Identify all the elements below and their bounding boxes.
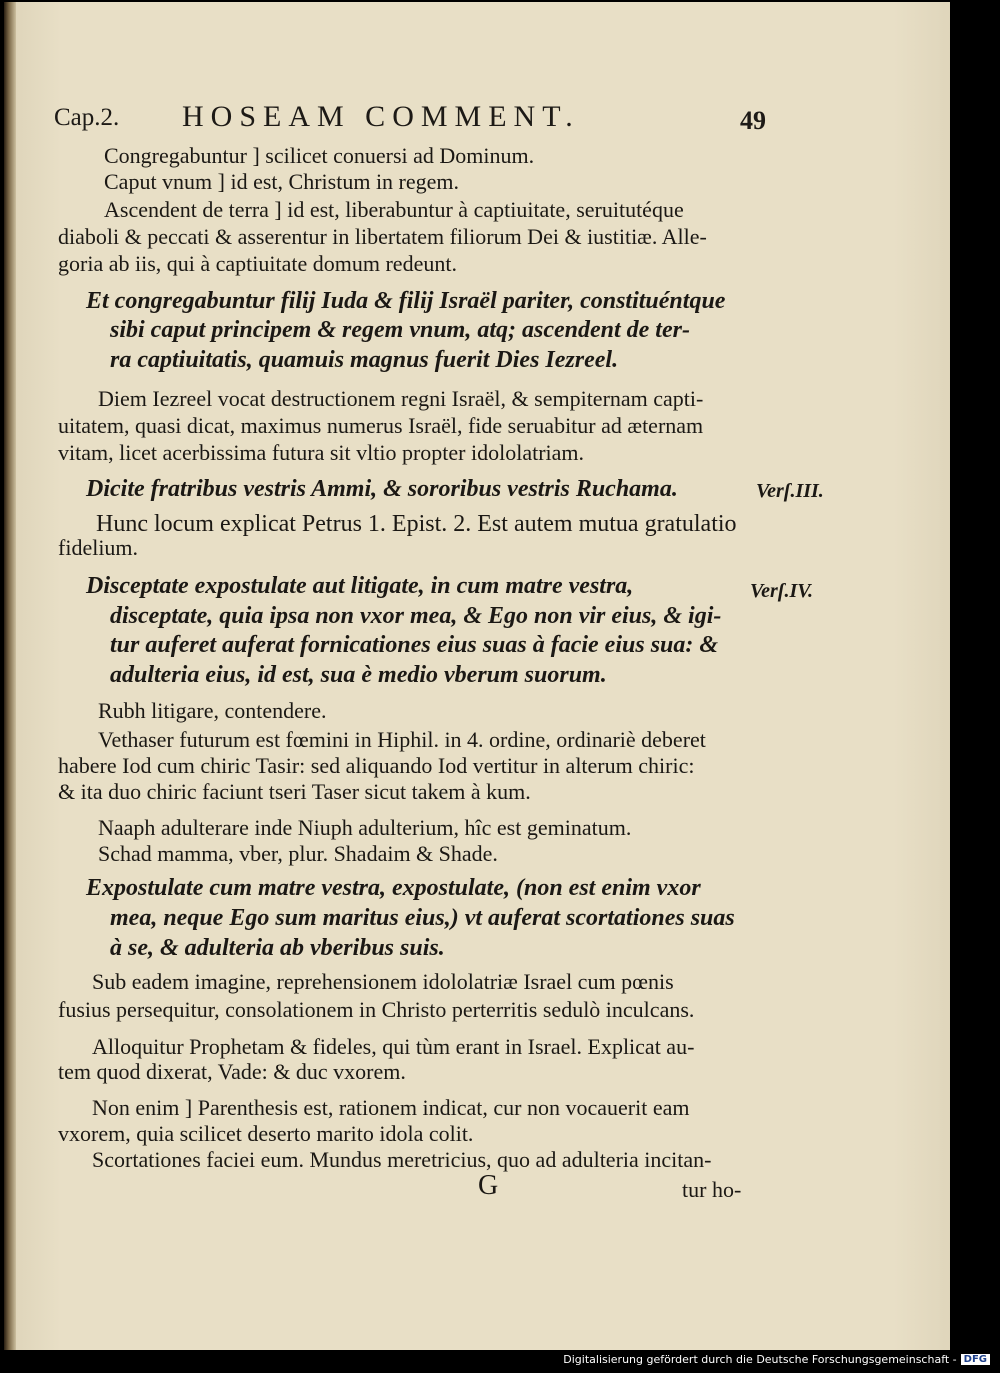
text-line: Non enim ] Parenthesis est, rationem indicat, cur non vocauerit eam	[92, 1095, 690, 1120]
text-line: tur auferet auferat fornicationes eius suas à facie eius sua: &	[110, 632, 719, 658]
text-line: Diem Iezreel vocat destructionem regni Israël, & sempiternam capti-	[98, 386, 704, 411]
text-line: Scortationes faciei eum. Mundus meretricius, quo ad adulteria incitan-	[92, 1147, 712, 1172]
text-line: goria ab iis, qui à captiuitate domum redeunt.	[58, 251, 457, 276]
text-line: uitatem, quasi dicat, maximus numerus Israël, fide seruabitur ad æternam	[58, 413, 704, 438]
text-line: Ascendent de terra ] id est, liberabuntur à captiuitate, seruitutéque	[104, 197, 684, 222]
text-line: Et congregabuntur filij Iuda & filij Israël pariter, constituéntque	[86, 288, 726, 314]
running-title: HOSEAM COMMENT.	[182, 100, 580, 133]
catchword: tur ho-	[682, 1177, 742, 1202]
text-line: fidelium.	[58, 535, 139, 560]
chapter-label: Cap.2.	[54, 104, 120, 131]
text-line: disceptate, quia ipsa non vxor mea, & Ego non vir eius, & igi-	[110, 603, 722, 629]
text-line: fusius persequitur, consolationem in Christo perterritis sedulò inculcans.	[58, 997, 695, 1022]
text-line: Hunc locum explicat Petrus 1. Epist. 2. Est autem mutua gratulatio	[96, 511, 737, 537]
text-line: Dicite fratribus vestris Ammi, & sororibus vestris Ruchama.	[86, 476, 678, 502]
text-line: Vethaser futurum est fœmini in Hiphil. in 4. ordine, ordinariè deberet	[98, 727, 706, 752]
text-line: Caput vnum ] id est, Christum in regem.	[104, 169, 460, 194]
page-binding-edge	[4, 2, 16, 1350]
verse-marker: Verſ.III.	[756, 480, 824, 502]
text-line: à se, & adulteria ab vberibus suis.	[110, 935, 445, 961]
signature-mark: G	[478, 1170, 499, 1201]
text-line: Congregabuntur ] scilicet conuersi ad Dominum.	[104, 143, 535, 168]
text-line: & ita duo chiric faciunt tseri Taser sicut takem à kum.	[58, 779, 531, 804]
text-line: diaboli & peccati & asserentur in libertatem filiorum Dei & iustitiæ. Alle-	[58, 224, 707, 249]
text-line: adulteria eius, id est, sua è medio vberum suorum.	[110, 662, 607, 688]
text-line: ra captiuitatis, quamuis magnus fuerit Dies Iezreel.	[110, 347, 619, 373]
text-line: vitam, licet acerbissima futura sit vltio propter idololatriam.	[58, 440, 585, 465]
text-line: sibi caput principem & regem vnum, atq; ascendent de ter-	[110, 317, 690, 343]
text-line: Alloquitur Prophetam & fideles, qui tùm erant in Israel. Explicat au-	[92, 1034, 695, 1059]
credit-text: Digitalisierung gefördert durch die Deutsche Forschungsgemeinschaft -	[563, 1353, 957, 1366]
page-number: 49	[740, 106, 766, 135]
text-line: Disceptate expostulate aut litigate, in cum matre vestra,	[86, 573, 634, 599]
text-line: Expostulate cum matre vestra, expostulate, (non est enim vxor	[86, 875, 701, 901]
text-line: habere Iod cum chiric Tasir: sed aliquando Iod vertitur in alterum chiric:	[58, 753, 695, 778]
text-line: vxorem, quia scilicet deserto marito idola colit.	[58, 1121, 474, 1146]
text-line: mea, neque Ego sum maritus eius,) vt auferat scortationes suas	[110, 905, 735, 931]
text-line: tem quod dixerat, Vade: & duc vxorem.	[58, 1059, 406, 1084]
digitization-credit	[563, 1353, 990, 1366]
dfg-logo-icon: DFG	[961, 1354, 990, 1365]
text-line: Schad mamma, vber, plur. Shadaim & Shade.	[98, 841, 498, 866]
text-line: Sub eadem imagine, reprehensionem idololatriæ Israel cum pœnis	[92, 969, 674, 994]
text-line: Naaph adulterare inde Niuph adulterium, hîc est geminatum.	[98, 815, 632, 840]
running-header	[54, 100, 766, 138]
text-line: Rubh litigare, contendere.	[98, 698, 327, 723]
verse-marker: Verſ.IV.	[750, 580, 813, 602]
